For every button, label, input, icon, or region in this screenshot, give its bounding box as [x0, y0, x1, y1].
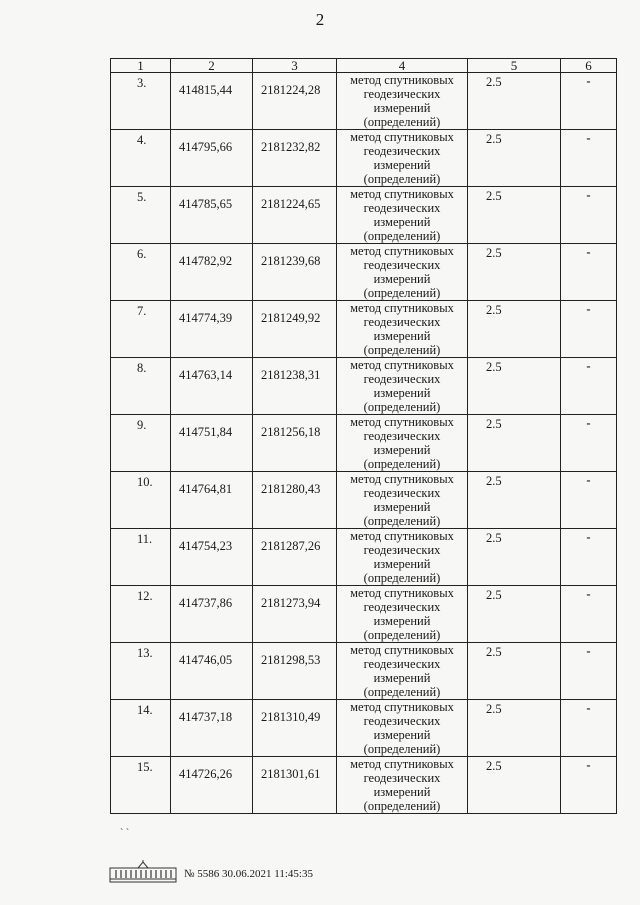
- method-cell: метод спутниковых геодезических измерений (определений): [337, 757, 468, 814]
- y-coordinate-cell: 2181239,68: [253, 244, 337, 301]
- row-number-cell: 15.: [111, 757, 171, 814]
- row-number-cell: 6.: [111, 244, 171, 301]
- note-cell: -: [561, 586, 617, 643]
- method-cell: метод спутниковых геодезических измерений (определений): [337, 415, 468, 472]
- method-cell: метод спутниковых геодезических измерений (определений): [337, 358, 468, 415]
- row-number-cell: 12.: [111, 586, 171, 643]
- accuracy-cell: 2.5: [468, 472, 561, 529]
- table-row: [111, 73, 617, 130]
- note-cell: -: [561, 73, 617, 130]
- table-row: [111, 130, 617, 187]
- x-coordinate-cell: 414737,86: [171, 586, 253, 643]
- column-header: 5: [468, 59, 561, 73]
- method-cell: метод спутниковых геодезических измерений (определений): [337, 700, 468, 757]
- method-cell: метод спутниковых геодезических измерений (определений): [337, 130, 468, 187]
- y-coordinate-cell: 2181280,43: [253, 472, 337, 529]
- row-number-cell: 4.: [111, 130, 171, 187]
- table-row: [111, 586, 617, 643]
- y-coordinate-cell: 2181249,92: [253, 301, 337, 358]
- y-coordinate-cell: 2181256,18: [253, 415, 337, 472]
- accuracy-cell: 2.5: [468, 358, 561, 415]
- table-row: [111, 358, 617, 415]
- note-cell: -: [561, 472, 617, 529]
- table-row: [111, 187, 617, 244]
- note-cell: -: [561, 301, 617, 358]
- method-cell: метод спутниковых геодезических измерений (определений): [337, 472, 468, 529]
- row-number-cell: 7.: [111, 301, 171, 358]
- column-header: 4: [337, 59, 468, 73]
- accuracy-cell: 2.5: [468, 187, 561, 244]
- row-number-cell: 3.: [111, 73, 171, 130]
- note-cell: -: [561, 187, 617, 244]
- y-coordinate-cell: 2181273,94: [253, 586, 337, 643]
- note-cell: -: [561, 130, 617, 187]
- note-cell: -: [561, 700, 617, 757]
- scan-marks: ` `: [120, 828, 130, 839]
- accuracy-cell: 2.5: [468, 586, 561, 643]
- row-number-cell: 14.: [111, 700, 171, 757]
- y-coordinate-cell: 2181310,49: [253, 700, 337, 757]
- row-number-cell: 11.: [111, 529, 171, 586]
- row-number-cell: 13.: [111, 643, 171, 700]
- coordinates-table: [110, 58, 617, 814]
- x-coordinate-cell: 414782,92: [171, 244, 253, 301]
- table-row: [111, 529, 617, 586]
- footer: [108, 860, 528, 888]
- method-cell: метод спутниковых геодезических измерений (определений): [337, 301, 468, 358]
- y-coordinate-cell: 2181298,53: [253, 643, 337, 700]
- table-row: [111, 757, 617, 814]
- method-cell: метод спутниковых геодезических измерений (определений): [337, 187, 468, 244]
- accuracy-cell: 2.5: [468, 700, 561, 757]
- row-number-cell: 9.: [111, 415, 171, 472]
- table-row: [111, 415, 617, 472]
- table-row: [111, 643, 617, 700]
- row-number-cell: 8.: [111, 358, 171, 415]
- column-header: 2: [171, 59, 253, 73]
- table-row: [111, 301, 617, 358]
- accuracy-cell: 2.5: [468, 244, 561, 301]
- note-cell: -: [561, 643, 617, 700]
- table-header-row: [111, 59, 617, 73]
- x-coordinate-cell: 414764,81: [171, 472, 253, 529]
- y-coordinate-cell: 2181232,82: [253, 130, 337, 187]
- method-cell: метод спутниковых геодезических измерений (определений): [337, 529, 468, 586]
- x-coordinate-cell: 414726,26: [171, 757, 253, 814]
- building-emblem-icon: [108, 860, 178, 884]
- row-number-cell: 5.: [111, 187, 171, 244]
- note-cell: -: [561, 529, 617, 586]
- accuracy-cell: 2.5: [468, 757, 561, 814]
- table-row: [111, 472, 617, 529]
- column-header: 3: [253, 59, 337, 73]
- table-row: [111, 700, 617, 757]
- x-coordinate-cell: 414815,44: [171, 73, 253, 130]
- x-coordinate-cell: 414785,65: [171, 187, 253, 244]
- method-cell: метод спутниковых геодезических измерений (определений): [337, 244, 468, 301]
- column-header: 6: [561, 59, 617, 73]
- x-coordinate-cell: 414746,05: [171, 643, 253, 700]
- page-number: 2: [315, 10, 325, 29]
- row-number-cell: 10.: [111, 472, 171, 529]
- accuracy-cell: 2.5: [468, 301, 561, 358]
- registration-stamp: № 5586 30.06.2021 11:45:35: [184, 868, 313, 880]
- y-coordinate-cell: 2181238,31: [253, 358, 337, 415]
- method-cell: метод спутниковых геодезических измерений (определений): [337, 586, 468, 643]
- y-coordinate-cell: 2181224,28: [253, 73, 337, 130]
- accuracy-cell: 2.5: [468, 643, 561, 700]
- x-coordinate-cell: 414751,84: [171, 415, 253, 472]
- accuracy-cell: 2.5: [468, 415, 561, 472]
- y-coordinate-cell: 2181224,65: [253, 187, 337, 244]
- accuracy-cell: 2.5: [468, 130, 561, 187]
- accuracy-cell: 2.5: [468, 529, 561, 586]
- note-cell: -: [561, 415, 617, 472]
- x-coordinate-cell: 414774,39: [171, 301, 253, 358]
- note-cell: -: [561, 244, 617, 301]
- note-cell: -: [561, 358, 617, 415]
- y-coordinate-cell: 2181301,61: [253, 757, 337, 814]
- x-coordinate-cell: 414795,66: [171, 130, 253, 187]
- method-cell: метод спутниковых геодезических измерений (определений): [337, 643, 468, 700]
- x-coordinate-cell: 414763,14: [171, 358, 253, 415]
- note-cell: -: [561, 757, 617, 814]
- x-coordinate-cell: 414754,23: [171, 529, 253, 586]
- method-cell: метод спутниковых геодезических измерений (определений): [337, 73, 468, 130]
- x-coordinate-cell: 414737,18: [171, 700, 253, 757]
- accuracy-cell: 2.5: [468, 73, 561, 130]
- y-coordinate-cell: 2181287,26: [253, 529, 337, 586]
- column-header: 1: [111, 59, 171, 73]
- table-row: [111, 244, 617, 301]
